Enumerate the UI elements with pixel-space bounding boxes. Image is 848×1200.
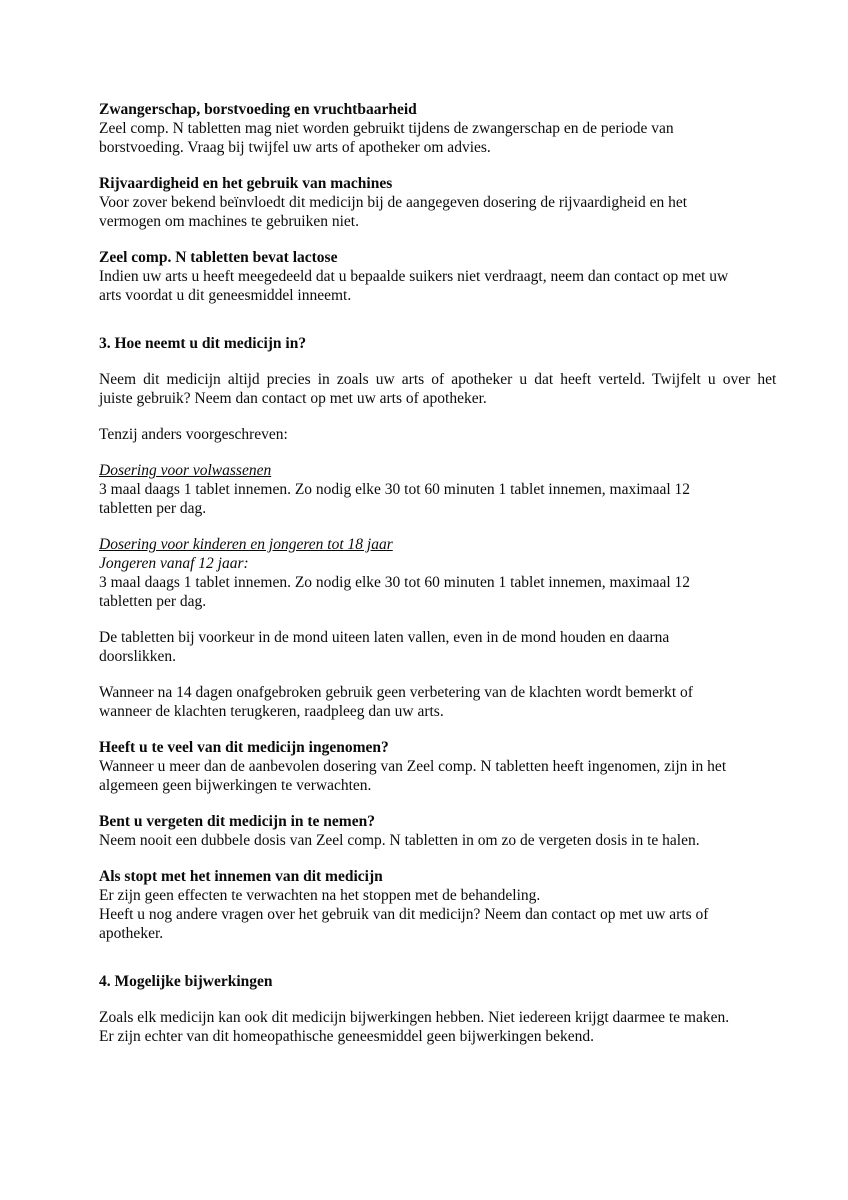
block-tenzij-anders: [99, 425, 750, 444]
block-stoppen-met-innemen: [99, 867, 750, 943]
heading-line: Bent u vergeten dit medicijn in te nemen?: [99, 813, 375, 830]
text-line: apotheker.: [99, 925, 164, 942]
text-line: Voor zover bekend beïnvloedt dit medicijn bij de aangegeven dosering de rijvaardigheid en het: [99, 194, 688, 211]
text-line: doorslikken.: [99, 648, 177, 665]
text-line: Zoals elk medicijn kan ook dit medicijn bijwerkingen hebben. Niet iedereen krijgt daarmee te maken.: [99, 1009, 730, 1026]
block-section-3-heading: [99, 334, 750, 353]
text-line: Wanneer u meer dan de aanbevolen dosering van Zeel comp. N tabletten heeft ingenomen, zijn in het: [99, 758, 727, 775]
block-mond-uiteen: [99, 628, 750, 666]
text-line: Neem dit medicijn altijd precies in zoals uw arts of apotheker u dat heeft verteld. Twijfelt u over het: [99, 371, 777, 388]
block-lactose: [99, 248, 750, 305]
block-inname-advies: [99, 370, 777, 408]
text-line: 3 maal daags 1 tablet innemen. Zo nodig elke 30 tot 60 minuten 1 tablet innemen, maximaal 12: [99, 481, 691, 498]
block-zwangerschap: [99, 100, 750, 157]
document-content: [99, 100, 777, 1046]
block-section-4-heading: [99, 972, 750, 991]
text-line: Jongeren vanaf 12 jaar:: [99, 555, 249, 572]
text-line: Tenzij anders voorgeschreven:: [99, 426, 288, 443]
text-line: Dosering voor volwassenen: [99, 462, 272, 479]
text-line: wanneer de klachten terugkeren, raadpleeg dan uw arts.: [99, 703, 444, 720]
text-line: Dosering voor kinderen en jongeren tot 18 jaar: [99, 536, 393, 553]
text-line: Er zijn geen effecten te verwachten na het stoppen met de behandeling.: [99, 887, 541, 904]
text-line: Wanneer na 14 dagen onafgebroken gebruik geen verbetering van de klachten wordt bemerkt of: [99, 684, 693, 701]
heading-line: 3. Hoe neemt u dit medicijn in?: [99, 335, 307, 352]
block-dosering-kinderen: [99, 535, 750, 611]
block-rijvaardigheid: [99, 174, 750, 231]
text-line: Er zijn echter van dit homeopathische geneesmiddel geen bijwerkingen bekend.: [99, 1028, 594, 1045]
block-dosering-volwassenen: [99, 461, 750, 518]
text-line: Zeel comp. N tabletten mag niet worden gebruikt tijdens de zwangerschap en de periode van: [99, 120, 674, 137]
text-line: Neem nooit een dubbele dosis van Zeel comp. N tabletten in om zo de vergeten dosis in te halen.: [99, 832, 700, 849]
heading-line: Rijvaardigheid en het gebruik van machines: [99, 175, 393, 192]
text-line: Heeft u nog andere vragen over het gebruik van dit medicijn? Neem dan contact op met uw arts of: [99, 906, 709, 923]
text-line: arts voordat u dit geneesmiddel inneemt.: [99, 287, 352, 304]
block-veertien-dagen: [99, 683, 750, 721]
text-line: De tabletten bij voorkeur in de mond uiteen laten vallen, even in de mond houden en daarna: [99, 629, 670, 646]
text-line: Indien uw arts u heeft meegedeeld dat u bepaalde suikers niet verdraagt, neem dan contact op met uw: [99, 268, 729, 285]
heading-line: Zeel comp. N tabletten bevat lactose: [99, 249, 338, 266]
text-line: vermogen om machines te gebruiken niet.: [99, 213, 359, 230]
block-bijwerkingen-intro: [99, 1008, 750, 1046]
heading-line: Als stopt met het innemen van dit medicijn: [99, 868, 383, 885]
heading-line: Heeft u te veel van dit medicijn ingenomen?: [99, 739, 389, 756]
heading-line: Zwangerschap, borstvoeding en vruchtbaarheid: [99, 101, 417, 118]
text-line: algemeen geen bijwerkingen te verwachten.: [99, 777, 372, 794]
text-line: 3 maal daags 1 tablet innemen. Zo nodig elke 30 tot 60 minuten 1 tablet innemen, maximaal 12: [99, 574, 691, 591]
heading-line: 4. Mogelijke bijwerkingen: [99, 973, 273, 990]
block-te-veel-ingenomen: [99, 738, 750, 795]
text-line: tabletten per dag.: [99, 500, 207, 517]
text-line: borstvoeding. Vraag bij twijfel uw arts of apotheker om advies.: [99, 139, 491, 156]
text-line: tabletten per dag.: [99, 593, 207, 610]
block-vergeten-in-te-nemen: [99, 812, 750, 850]
text-line: juiste gebruik? Neem dan contact op met uw arts of apotheker.: [99, 390, 487, 407]
